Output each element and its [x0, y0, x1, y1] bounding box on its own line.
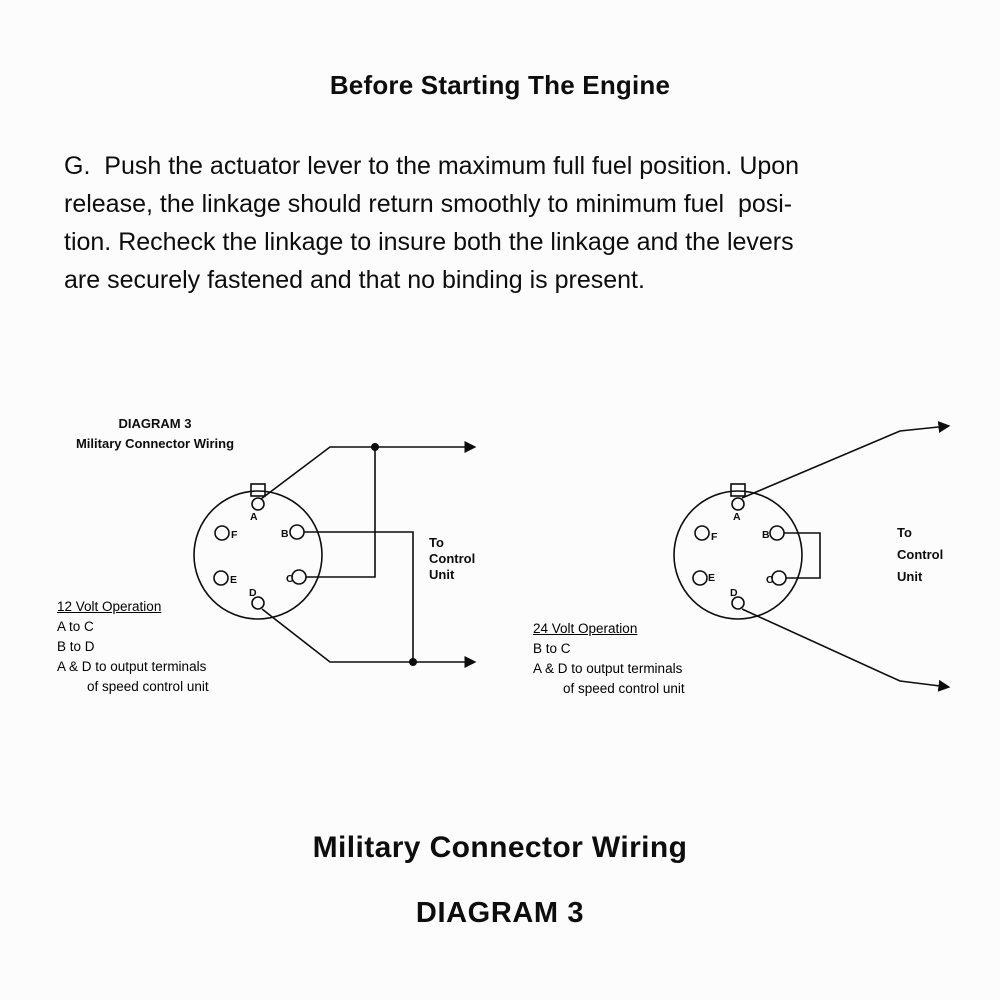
page-title: Before Starting The Engine [329, 70, 671, 100]
right-wire-a-output [742, 426, 948, 498]
right-pin-d-label: D [730, 587, 738, 599]
right-pin-e-label: E [708, 572, 716, 584]
right-pin-c-label: C [766, 574, 774, 586]
right-pin-b [770, 526, 784, 540]
right-pin-e [693, 571, 707, 585]
operation-notes-24v [533, 619, 685, 699]
paragraph-line: tion. Recheck the linkage to insure both the linkage and the levers [64, 228, 794, 256]
to-unit-line: To [897, 525, 912, 540]
left-pin-a [252, 498, 264, 510]
to-unit-line: To [429, 535, 444, 550]
left-pin-c-label: C [286, 573, 294, 585]
left-pin-b [290, 525, 304, 539]
diagram-caption-number: DIAGRAM 3 [118, 416, 192, 431]
right-pin-a [732, 498, 744, 510]
left-pin-d-label: D [249, 587, 257, 599]
footer-title: Military Connector Wiring [312, 831, 688, 864]
left-pin-f [215, 526, 229, 540]
left-pin-e-label: E [230, 574, 238, 586]
right-connector-key [731, 484, 745, 496]
left-connector-key [251, 484, 265, 496]
operation-line: A & D to output terminals [533, 661, 683, 676]
right-pin-c [772, 571, 786, 585]
left-junction-dot-bottom [409, 658, 417, 666]
left-junction-dot-top [371, 443, 379, 451]
operation-line: A to C [57, 619, 94, 634]
operation-notes-12v [57, 597, 209, 697]
operation-line: of speed control unit [563, 681, 685, 696]
operation-line: of speed control unit [87, 679, 209, 694]
pin-labels [230, 511, 774, 599]
to-unit-line: Unit [429, 567, 455, 582]
to-unit-line: Control [897, 547, 944, 562]
left-pin-f-label: F [231, 529, 238, 541]
right-wire-d-output [742, 609, 948, 687]
paragraph-line: release, the linkage should return smoothly to minimum fuel posi- [64, 190, 793, 218]
left-pin-e [214, 571, 228, 585]
right-pin-f [695, 526, 709, 540]
left-pin-a-label: A [250, 511, 258, 523]
left-wire-d-output [262, 609, 474, 662]
operation-title-12v: 12 Volt Operation [57, 599, 162, 614]
left-wire-junctions [371, 443, 417, 666]
right-pin-f-label: F [711, 531, 718, 543]
diagram-caption-title: Military Connector Wiring [75, 436, 235, 451]
to-unit-line: Unit [897, 569, 923, 584]
left-pin-c [292, 570, 306, 584]
paragraph-line: G. Push the actuator lever to the maximum full fuel position. Upon [64, 152, 800, 180]
left-wire-b-to-d [304, 532, 413, 662]
to-control-unit-label-right [897, 522, 943, 588]
operation-title-24v: 24 Volt Operation [533, 621, 638, 636]
operation-line: B to D [57, 639, 95, 654]
right-pin-b-label: B [762, 529, 770, 541]
to-unit-line: Control [429, 551, 476, 566]
left-pin-b-label: B [281, 528, 289, 540]
wiring-diagram [0, 413, 1000, 705]
right-pin-a-label: A [733, 511, 741, 523]
footer-diagram-number: DIAGRAM 3 [415, 897, 585, 929]
operation-line: A & D to output terminals [57, 659, 207, 674]
paragraph-line: are securely fastened and that no binding is present. [64, 266, 645, 294]
left-wire-a-output [261, 447, 474, 499]
operation-line: B to C [533, 641, 571, 656]
left-wire-a-to-c [306, 447, 375, 577]
to-control-unit-label-left [429, 535, 475, 583]
body-paragraph [64, 147, 954, 299]
